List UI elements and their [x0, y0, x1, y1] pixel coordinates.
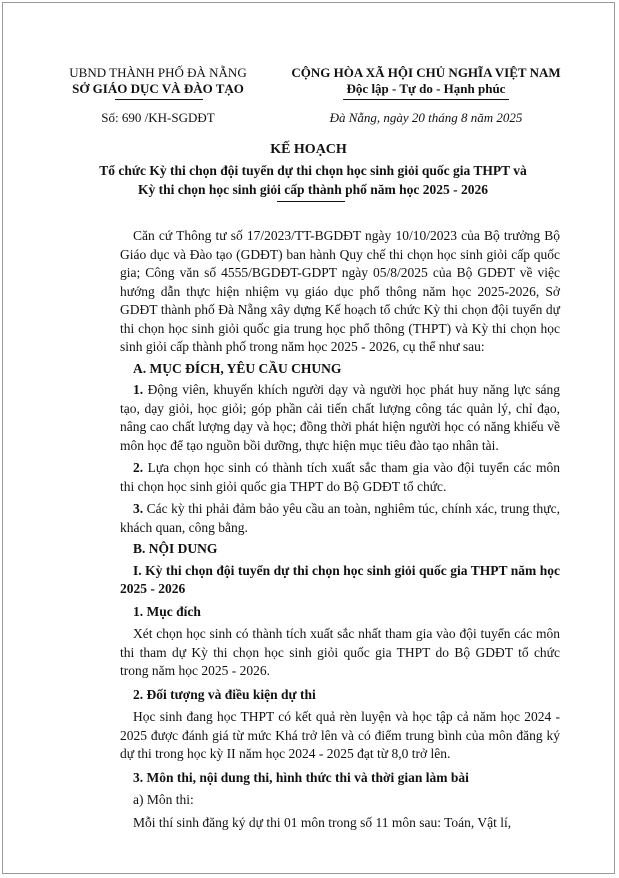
- subtitle-line-2: Kỳ thi chọn học sinh giỏi cấp thành phố năm học 2025 - 2026: [138, 182, 488, 197]
- agency-name: UBND THÀNH PHỐ ĐÀ NẴNG: [69, 65, 247, 80]
- intro-paragraph: Căn cứ Thông tư số 17/2023/TT-BGDĐT ngày 10/10/2023 của Bộ trưởng Bộ Giáo dục và Đào tạo (GDĐT) ban hành Quy chế thi chọn học sinh giỏi cấp quốc gia; Công văn số 4555/BGDĐT-GDPT ngày 05/8/2025 của Bộ GDĐT về việc hướng dẫn thực hiện nhiệm vụ giáo dục phổ thông năm học 2025-2026, Sở GDĐT thành phố Đà Nẵng xây dựng Kế hoạch tổ chức Kỳ thi chọn đội tuyển dự thi chọn học sinh giỏi quốc gia trung học phổ thông (THPT) và Kỳ thi chọn học sinh giỏi cấp thành phố trong năm học 2025 - 2026, cụ thể như sau:: [120, 228, 560, 354]
- subsection-3-heading: 3. Môn thi, nội dung thi, hình thức thi và thời gian làm bài: [133, 769, 469, 785]
- motto-underline: [343, 99, 509, 100]
- subsection-3-a: a) Môn thi:: [133, 792, 194, 807]
- subsection-1-heading: 1. Mục đích: [133, 603, 201, 619]
- title-underline: [277, 201, 345, 202]
- item-number: 2.: [133, 460, 144, 475]
- item-number: 3.: [133, 501, 144, 516]
- section-a-heading: A. MỤC ĐÍCH, YÊU CẦU CHUNG: [133, 360, 342, 376]
- header-right: [271, 65, 581, 97]
- item-number: 1.: [133, 382, 144, 397]
- place-date: Đà Nẵng, ngày 20 tháng 8 năm 2025: [329, 110, 523, 125]
- part-1-heading: I. Kỳ thi chọn đội tuyển dự thi chọn học sinh giỏi quốc gia THPT năm học 2025 - 2026: [120, 562, 560, 596]
- item-text: Động viên, khuyến khích người dạy và người học phát huy năng lực sáng tạo, dạy giỏi, học giỏi; góp phần cải tiến chất lượng công tác quản lý, chỉ đạo, nâng cao chất lượng dạy và học; đồng thời phát hiện người học có năng khiếu về môn học để tạo nguồn bồi dưỡng, thực hiện mục tiêu đào tạo nhân tài.: [120, 382, 560, 453]
- motto: Độc lập - Tự do - Hạnh phúc: [346, 81, 506, 96]
- nation-name: CỘNG HÒA XÃ HỘI CHỦ NGHĨA VIỆT NAM: [291, 65, 561, 80]
- document-subtitle: [63, 161, 563, 199]
- item-text: Các kỳ thi phải đảm bảo yêu cầu an toàn, nghiêm túc, chính xác, trung thực, khách quan, công bằng.: [120, 501, 560, 535]
- department-name: SỞ GIÁO DỤC VÀ ĐÀO TẠO: [72, 81, 244, 96]
- section-a-item-3: [120, 500, 560, 537]
- section-a-item-1: [120, 381, 560, 455]
- subtitle-line-1: Tổ chức Kỳ thi chọn đội tuyển dự thi chọn học sinh giỏi quốc gia THPT và: [99, 163, 527, 178]
- doc-number: Số: 690 /KH-SGDĐT: [101, 110, 215, 125]
- document-title: KẾ HOẠCH: [270, 142, 347, 157]
- subsection-3-text: Mỗi thí sinh đăng ký dự thi 01 môn trong số 11 môn sau: Toán, Vật lí,: [133, 814, 512, 830]
- item-text: Lựa chọn học sinh có thành tích xuất sắc tham gia vào đội tuyển các môn thi chọn học sinh giỏi quốc gia THPT do Bộ GDĐT tổ chức.: [120, 460, 560, 494]
- header-left: [58, 65, 258, 97]
- document-body: [120, 227, 560, 832]
- section-a-item-2: [120, 459, 560, 496]
- subsection-1-text: Xét chọn học sinh có thành tích xuất sắc nhất tham gia vào đội tuyển các môn thi tham dự Kỳ thi chọn học sinh giỏi quốc gia THPT do Bộ GDĐT tổ chức trong năm học 2025 - 2026.: [120, 626, 560, 678]
- subsection-2-heading: 2. Đối tượng và điều kiện dự thi: [133, 686, 316, 702]
- section-b-heading: B. NỘI DUNG: [133, 541, 218, 556]
- department-underline: [115, 99, 203, 100]
- document-page: [2, 2, 615, 874]
- subsection-2-text: Học sinh đang học THPT có kết quả rèn luyện và học tập cả năm học 2024 - 2025 được đánh giá từ mức Khá trở lên và có điểm trung bình của môn đăng ký dự thi trong học kỳ II năm học 2024 - 2025 đạt từ 8,0 trở lên.: [120, 709, 560, 761]
